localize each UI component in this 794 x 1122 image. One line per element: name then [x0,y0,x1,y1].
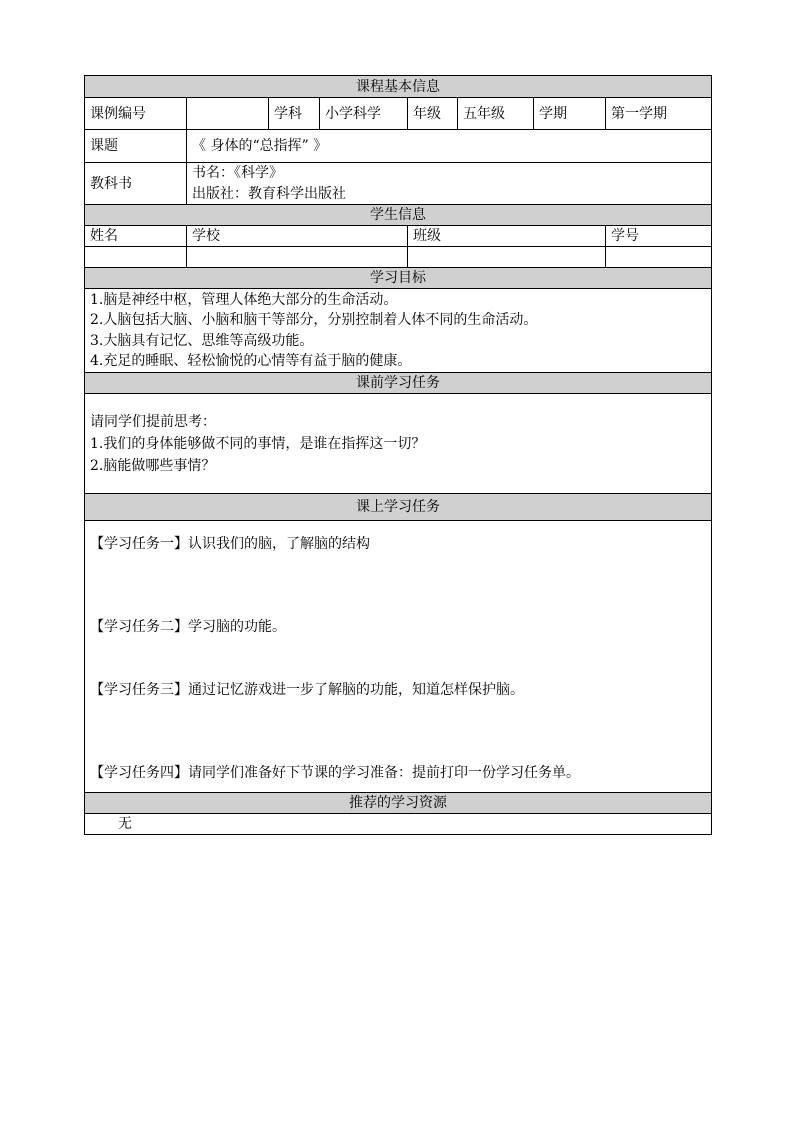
pre-class-content [85,394,712,494]
subject-value: 小学科学 [320,98,408,130]
pre-class-header: 课前学习任务 [85,373,712,394]
task-item: 【学习任务二】学习脑的功能。 [90,618,286,635]
publisher: 出版社：教育科学出版社 [192,185,346,202]
name-label: 姓名 [85,226,187,247]
term-label: 学期 [534,98,606,130]
task-item: 【学习任务一】认识我们的脑，了解脑的结构 [90,535,370,552]
goal-item: 4.充足的睡眠、轻松愉悦的心情等有益于脑的健康。 [90,353,412,369]
course-info-table [84,75,712,835]
basic-info-header: 课程基本信息 [85,76,712,98]
pre-class-line: 请同学们提前思考： [90,413,216,430]
student-info-header: 学生信息 [85,205,712,226]
task-item: 【学习任务三】通过记忆游戏进一步了解脑的功能，知道怎样保护脑。 [90,681,524,698]
class-label: 班级 [408,226,606,247]
name-field[interactable] [85,247,187,268]
course-id-label: 课例编号 [85,98,187,130]
goals-content [85,289,712,373]
resources-header: 推荐的学习资源 [85,793,712,814]
school-field[interactable] [187,247,408,268]
topic-label: 课题 [85,130,187,163]
in-class-header: 课上学习任务 [85,494,712,521]
subject-label: 学科 [269,98,320,130]
goal-item: 2.人脑包括大脑、小脑和脑干等部分，分别控制着人体不同的生命活动。 [90,312,538,328]
resources-value: 无 [85,814,712,835]
goal-item: 1.脑是神经中枢，管理人体绝大部分的生命活动。 [90,291,398,308]
grade-label: 年级 [408,98,458,130]
student-no-field[interactable] [606,247,712,268]
student-no-label: 学号 [606,226,712,247]
textbook-value [187,163,712,205]
goal-item: 3.大脑具有记忆、思维等高级功能。 [90,332,314,349]
grade-value: 五年级 [458,98,534,130]
class-field[interactable] [408,247,606,268]
term-value: 第一学期 [606,98,712,130]
in-class-content [85,521,712,793]
pre-class-line: 2.脑能做哪些事情？ [90,457,216,474]
goals-header: 学习目标 [85,268,712,289]
topic-value: 《 身体的“总指挥” 》 [187,130,712,163]
school-label: 学校 [187,226,408,247]
task-item: 【学习任务四】请同学们准备好下节课的学习准备：提前打印一份学习任务单。 [90,764,580,781]
course-id-value [187,98,269,130]
textbook-label: 教科书 [85,163,187,205]
book-name: 书名：《科学》 [192,165,283,181]
pre-class-line: 1.我们的身体能够做不同的事情，是谁在指挥这一切？ [90,435,426,452]
